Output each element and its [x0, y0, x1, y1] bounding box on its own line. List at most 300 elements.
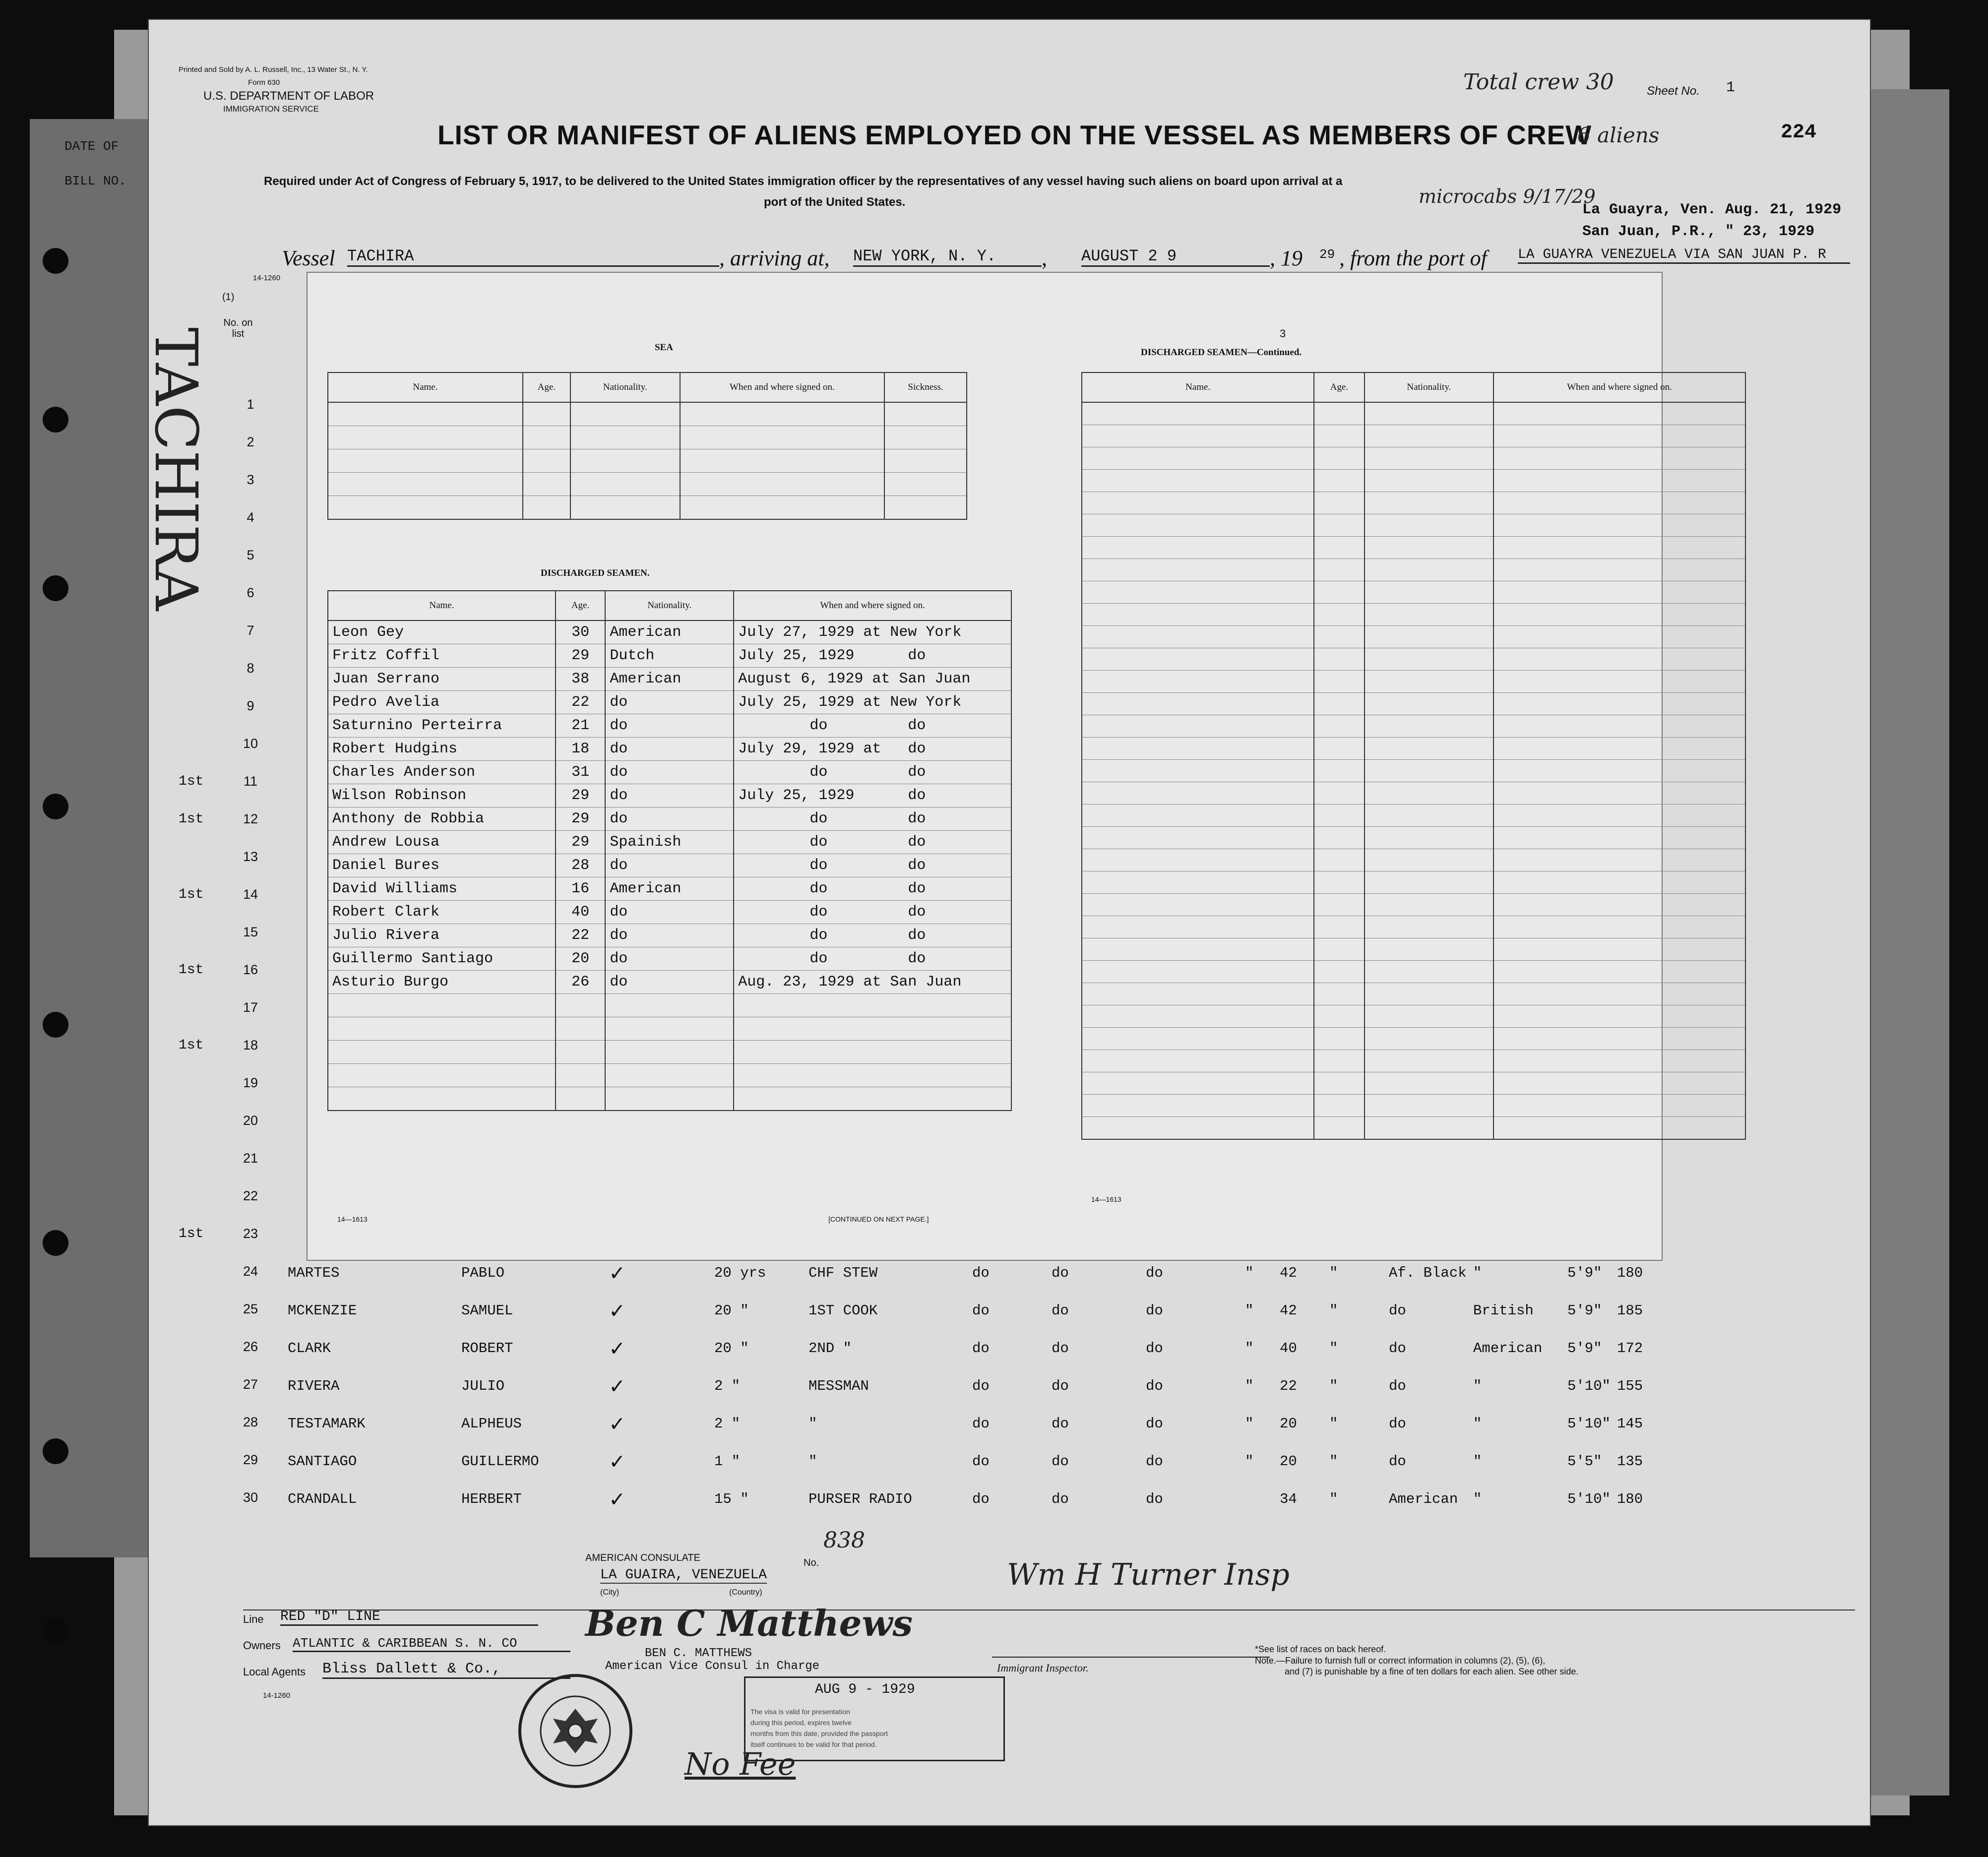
- crew-height: 5'5": [1567, 1453, 1602, 1470]
- crew-position: CHF STEW: [808, 1265, 878, 1281]
- crew-c3: do: [1146, 1302, 1163, 1319]
- cell-signed: do do: [734, 877, 1011, 901]
- continued-row: [1082, 537, 1745, 559]
- crew-race: American: [1389, 1491, 1458, 1507]
- cell-name: Wilson Robinson: [328, 784, 556, 807]
- crew-q: ": [1245, 1378, 1254, 1394]
- cell-name: Pedro Avelia: [328, 691, 556, 714]
- crew-given: JULIO: [461, 1378, 505, 1394]
- cell-nationality: American: [605, 620, 734, 644]
- fine-note-2: and (7) is punishable by a fine of ten dollars for each alien. See other side.: [1285, 1667, 1579, 1676]
- crew-q2: ": [1329, 1416, 1338, 1432]
- cell-age: 29: [556, 807, 606, 831]
- crew-age: 40: [1280, 1340, 1297, 1357]
- continued-row: [1082, 693, 1745, 715]
- col-nationality: Nationality.: [605, 591, 734, 620]
- crew-weight: 135: [1617, 1453, 1643, 1470]
- crew-c3: do: [1146, 1340, 1163, 1357]
- consulate-stamp-title: AMERICAN CONSULATE: [585, 1552, 700, 1563]
- cell-signed: [734, 1017, 1011, 1041]
- cell-nationality: do: [605, 714, 734, 738]
- cell-age: 26: [556, 971, 606, 994]
- cell-nationality: [605, 994, 734, 1017]
- crew-c3: do: [1146, 1453, 1163, 1470]
- cell-name: David Williams: [328, 877, 556, 901]
- crew-c2: do: [1052, 1340, 1069, 1357]
- hand-microcab-note: microcabs 9/17/29: [1419, 186, 1596, 207]
- year-value: 29: [1319, 247, 1335, 262]
- check-mark-icon: ✓: [610, 1487, 624, 1513]
- cell-name: Andrew Lousa: [328, 831, 556, 854]
- discharged-row: [328, 668, 1011, 691]
- continued-row: [1082, 849, 1745, 871]
- cell-signed: [734, 1064, 1011, 1087]
- cell-name: Charles Anderson: [328, 761, 556, 784]
- continued-row: [1082, 1005, 1745, 1028]
- hand-aliens: 6 aliens: [1577, 123, 1660, 147]
- cell-signed: [734, 994, 1011, 1017]
- no-fee-note: No Fee: [684, 1746, 796, 1782]
- cell-signed: do do: [734, 761, 1011, 784]
- discharged-seamen-insert: [308, 273, 1672, 1260]
- cell-signed: do do: [734, 807, 1011, 831]
- arriving-label: , arriving at,: [719, 246, 830, 270]
- col-nationality: Nationality.: [1365, 372, 1493, 402]
- row-number: 23: [243, 1226, 258, 1241]
- cell-age: [556, 1017, 606, 1041]
- continued-row: [1082, 492, 1745, 514]
- continued-row: [1082, 581, 1745, 604]
- cell-nationality: do: [605, 901, 734, 924]
- crew-height: 5'10": [1567, 1416, 1611, 1432]
- crew-row: [149, 1295, 1786, 1329]
- consul-signature: Ben C Matthews: [585, 1602, 913, 1644]
- row-number: 10: [243, 736, 258, 751]
- cell-age: [556, 1087, 606, 1111]
- cell-signed: July 25, 1929 do: [734, 784, 1011, 807]
- crew-service: 2 ": [714, 1378, 741, 1394]
- continued-row: [1082, 514, 1745, 537]
- cell-nationality: [605, 1041, 734, 1064]
- discharged-row: [328, 994, 1011, 1017]
- continued-row: [1082, 983, 1745, 1005]
- cell-nationality: do: [605, 971, 734, 994]
- row-number: 13: [243, 849, 258, 864]
- crew-q: ": [1245, 1302, 1254, 1319]
- crew-height: 5'9": [1567, 1340, 1602, 1357]
- stamp-text-1: The visa is valid for presentation: [750, 1708, 850, 1716]
- crew-weight: 180: [1617, 1491, 1643, 1507]
- cell-name: Leon Gey: [328, 620, 556, 644]
- hand-total-crew: Total crew 30: [1463, 69, 1614, 95]
- crew-service: 20 ": [714, 1302, 749, 1319]
- cell-nationality: Dutch: [605, 644, 734, 668]
- cell-signed: July 25, 1929 do: [734, 644, 1011, 668]
- owners-label: Owners: [243, 1639, 281, 1652]
- discharged-row: [328, 761, 1011, 784]
- cell-name: Julio Rivera: [328, 924, 556, 947]
- discharged-row: [328, 924, 1011, 947]
- cell-name: Anthony de Robbia: [328, 807, 556, 831]
- row-number: 26: [243, 1339, 258, 1354]
- crew-q: ": [1245, 1453, 1254, 1470]
- port-date-2: San Juan, P.R., " 23, 1929: [1582, 223, 1815, 240]
- col-age: Age.: [523, 372, 570, 402]
- continued-table: [1081, 372, 1746, 1140]
- department-name: U.S. DEPARTMENT OF LABOR: [203, 89, 374, 103]
- margin-date-label: DATE OF: [64, 139, 119, 154]
- crew-nat: ": [1473, 1265, 1482, 1281]
- agents-label: Local Agents: [243, 1666, 306, 1678]
- crew-position: MESSMAN: [808, 1378, 869, 1394]
- cell-signed: July 25, 1929 at New York: [734, 691, 1011, 714]
- punch-hole: [43, 407, 68, 433]
- continued-row: [1082, 827, 1745, 849]
- consulate-no: 838: [823, 1528, 865, 1553]
- cell-nationality: do: [605, 761, 734, 784]
- discharged-table: [327, 590, 1012, 1111]
- cell-nationality: do: [605, 947, 734, 971]
- footer-continued: [CONTINUED ON NEXT PAGE.]: [828, 1215, 929, 1223]
- races-note: *See list of races on back hereof.: [1255, 1644, 1386, 1654]
- punch-hole: [43, 575, 68, 601]
- row-number: 7: [247, 623, 254, 638]
- check-mark-icon: ✓: [610, 1412, 624, 1438]
- row-number: 3: [247, 472, 254, 487]
- crew-service: 20 ": [714, 1340, 749, 1357]
- sea-title: SEA: [655, 342, 673, 353]
- margin-first-mark: 1st: [179, 1226, 204, 1241]
- stamp-text-2: during this period, expires twelve: [750, 1719, 852, 1727]
- row-number: 2: [247, 434, 254, 449]
- crew-q: ": [1245, 1340, 1254, 1357]
- manifest-sheet: [142, 20, 1870, 1825]
- cell-nationality: [605, 1064, 734, 1087]
- agents-value: Bliss Dallett & Co.,: [322, 1661, 570, 1679]
- crew-q2: ": [1329, 1491, 1338, 1507]
- margin-first-mark: 1st: [179, 811, 204, 827]
- crew-q2: ": [1329, 1302, 1338, 1319]
- margin-first-mark: 1st: [179, 887, 204, 902]
- crew-q2: ": [1329, 1340, 1338, 1357]
- crew-surname: MCKENZIE: [288, 1302, 357, 1319]
- crew-c1: do: [972, 1265, 990, 1281]
- continued-row: [1082, 805, 1745, 827]
- crew-age: 34: [1280, 1491, 1297, 1507]
- crew-position: PURSER RADIO: [808, 1491, 912, 1507]
- table-row: [328, 496, 967, 520]
- row-number: 28: [243, 1415, 258, 1429]
- cell-name: Daniel Bures: [328, 854, 556, 877]
- col-name: Name.: [328, 372, 523, 402]
- crew-weight: 185: [1617, 1302, 1643, 1319]
- crew-given: GUILLERMO: [461, 1453, 539, 1470]
- cell-name: Fritz Coffil: [328, 644, 556, 668]
- crew-position: ": [808, 1416, 817, 1432]
- col-name: Name.: [328, 591, 556, 620]
- discharged-title: DISCHARGED SEAMEN.: [541, 568, 650, 578]
- crew-race: do: [1389, 1416, 1406, 1432]
- continued-title: DISCHARGED SEAMEN—Continued.: [1141, 347, 1302, 358]
- discharged-row: [328, 784, 1011, 807]
- discharged-row: [328, 807, 1011, 831]
- discharged-row: [328, 901, 1011, 924]
- cell-name: Juan Serrano: [328, 668, 556, 691]
- discharged-row: [328, 947, 1011, 971]
- vessel-label: Vessel: [282, 246, 335, 270]
- col-signed: When and where signed on.: [1493, 372, 1745, 402]
- comma: ,: [1042, 246, 1047, 270]
- discharged-row: [328, 620, 1011, 644]
- crew-nat: ": [1473, 1378, 1482, 1394]
- footer-code-right: 14—1613: [1091, 1195, 1121, 1203]
- stamp-date: AUG 9 - 1929: [815, 1682, 915, 1697]
- cell-nationality: do: [605, 924, 734, 947]
- crew-surname: SANTIAGO: [288, 1453, 357, 1470]
- consul-name: BEN C. MATTHEWS: [645, 1647, 752, 1660]
- row-number: 21: [243, 1151, 258, 1166]
- cell-age: 38: [556, 668, 606, 691]
- crew-weight: 145: [1617, 1416, 1643, 1432]
- crew-c1: do: [972, 1416, 990, 1432]
- cell-signed: do do: [734, 947, 1011, 971]
- cell-name: [328, 1064, 556, 1087]
- cell-signed: do do: [734, 714, 1011, 738]
- crew-age: 42: [1280, 1265, 1297, 1281]
- crew-service: 1 ": [714, 1453, 741, 1470]
- crew-height: 5'9": [1567, 1302, 1602, 1319]
- consulate-stamp-city: LA GUAIRA, VENEZUELA: [600, 1567, 767, 1583]
- service-name: IMMIGRATION SERVICE: [223, 104, 319, 114]
- continued-row: [1082, 470, 1745, 492]
- crew-surname: CLARK: [288, 1340, 331, 1357]
- row-number: 22: [243, 1188, 258, 1203]
- crew-c3: do: [1146, 1491, 1163, 1507]
- discharged-row: [328, 1087, 1011, 1111]
- row-number: 30: [243, 1490, 258, 1505]
- cell-signed: Aug. 23, 1929 at San Juan: [734, 971, 1011, 994]
- table-row: [328, 449, 967, 473]
- crew-surname: TESTAMARK: [288, 1416, 366, 1432]
- continued-row: [1082, 447, 1745, 470]
- cell-name: Asturio Burgo: [328, 971, 556, 994]
- row-number: 8: [247, 661, 254, 676]
- crew-age: 20: [1280, 1416, 1297, 1432]
- crew-c1: do: [972, 1302, 990, 1319]
- crew-weight: 172: [1617, 1340, 1643, 1357]
- binder-sleeve: [30, 119, 159, 1557]
- vessel-name: TACHIRA: [347, 247, 719, 267]
- cell-age: 28: [556, 854, 606, 877]
- continued-row: [1082, 648, 1745, 671]
- continued-row: [1082, 1072, 1745, 1095]
- crew-given: ALPHEUS: [461, 1416, 522, 1432]
- crew-given: ROBERT: [461, 1340, 513, 1357]
- crew-race: do: [1389, 1340, 1406, 1357]
- col-nationality: Nationality.: [570, 372, 680, 402]
- inspector-signature: Wm H Turner Insp: [1007, 1557, 1290, 1592]
- crew-service: 2 ": [714, 1416, 741, 1432]
- consulate-city-label: (City): [600, 1588, 620, 1597]
- cell-age: [556, 1041, 606, 1064]
- continued-row: [1082, 671, 1745, 693]
- sheet-number: 1: [1726, 79, 1736, 96]
- cell-age: [556, 1064, 606, 1087]
- continued-row: [1082, 425, 1745, 447]
- margin-first-mark: 1st: [179, 1038, 204, 1053]
- cell-signed: do do: [734, 854, 1011, 877]
- cell-nationality: American: [605, 877, 734, 901]
- crew-q2: ": [1329, 1453, 1338, 1470]
- continued-row: [1082, 782, 1745, 805]
- row-number: 24: [243, 1264, 258, 1279]
- col-name: Name.: [1082, 372, 1314, 402]
- cell-signed: July 29, 1929 at do: [734, 738, 1011, 761]
- crew-row: [149, 1370, 1786, 1405]
- cell-age: 20: [556, 947, 606, 971]
- crew-race: Af. Black: [1389, 1265, 1467, 1281]
- col-age: Age.: [556, 591, 606, 620]
- discharged-row: [328, 1064, 1011, 1087]
- crew-q2: ": [1329, 1265, 1338, 1281]
- crew-given: HERBERT: [461, 1491, 522, 1507]
- crew-row: [149, 1257, 1786, 1292]
- continued-row: [1082, 604, 1745, 626]
- form-number: Form 630: [248, 78, 280, 87]
- crew-q: ": [1245, 1265, 1254, 1281]
- col-signed: When and where signed on.: [734, 591, 1011, 620]
- cell-name: Guillermo Santiago: [328, 947, 556, 971]
- continued-row: [1082, 559, 1745, 581]
- continued-row: [1082, 938, 1745, 961]
- row-number: 27: [243, 1377, 258, 1392]
- check-mark-icon: ✓: [610, 1374, 624, 1400]
- cell-age: 18: [556, 738, 606, 761]
- discharged-row: [328, 1041, 1011, 1064]
- row-number: 19: [243, 1075, 258, 1090]
- consulate-seal: [516, 1671, 635, 1791]
- crew-nat: British: [1473, 1302, 1534, 1319]
- cell-nationality: Spainish: [605, 831, 734, 854]
- row-number: 15: [243, 925, 258, 939]
- punch-hole: [43, 1230, 68, 1256]
- arrival-date: AUGUST 2 9: [1081, 247, 1270, 267]
- crew-row: [149, 1445, 1786, 1480]
- required-text-1: Required under Act of Congress of February 5, 1917, to be delivered to the United States immigration officer by the representatives of any vessel having such aliens on board upon arrival at a: [264, 175, 1343, 188]
- crew-c3: do: [1146, 1378, 1163, 1394]
- cell-nationality: do: [605, 691, 734, 714]
- crew-c1: do: [972, 1340, 990, 1357]
- crew-q2: ": [1329, 1378, 1338, 1394]
- cell-nationality: American: [605, 668, 734, 691]
- page-number-3: 3: [1280, 327, 1286, 340]
- row-number: 16: [243, 962, 258, 977]
- crew-surname: RIVERA: [288, 1378, 340, 1394]
- continued-row: [1082, 760, 1745, 782]
- row-number: 17: [243, 1000, 258, 1015]
- discharged-row: [328, 971, 1011, 994]
- cell-nationality: [605, 1087, 734, 1111]
- check-mark-icon: ✓: [610, 1261, 624, 1287]
- cell-signed: July 27, 1929 at New York: [734, 620, 1011, 644]
- cell-name: [328, 994, 556, 1017]
- discharged-row: [328, 714, 1011, 738]
- table-row: [328, 402, 967, 426]
- discharged-row: [328, 831, 1011, 854]
- crew-age: 20: [1280, 1453, 1297, 1470]
- row-number: 29: [243, 1452, 258, 1467]
- crew-position: ": [808, 1453, 817, 1470]
- cell-nationality: [605, 1017, 734, 1041]
- crew-age: 22: [1280, 1378, 1297, 1394]
- crew-race: do: [1389, 1302, 1406, 1319]
- cell-nationality: do: [605, 807, 734, 831]
- punch-hole: [43, 794, 68, 819]
- consulate-no-label: No.: [804, 1557, 819, 1568]
- no-on-list-label: No. on list: [223, 317, 253, 339]
- continued-row: [1082, 916, 1745, 938]
- consul-title: American Vice Consul in Charge: [605, 1660, 820, 1673]
- continued-row: [1082, 738, 1745, 760]
- row-number: 6: [247, 585, 254, 600]
- crew-row: [149, 1332, 1786, 1367]
- continued-row: [1082, 1028, 1745, 1050]
- crew-given: SAMUEL: [461, 1302, 513, 1319]
- punch-hole: [43, 248, 68, 274]
- col-signed: When and where signed on.: [680, 372, 885, 402]
- owners-value: ATLANTIC & CARIBBEAN S. N. CO: [293, 1636, 570, 1652]
- crew-c2: do: [1052, 1491, 1069, 1507]
- cell-age: 29: [556, 644, 606, 668]
- fine-note-1: Note.—Failure to furnish full or correct information in columns (2), (5), (6),: [1255, 1656, 1546, 1666]
- cell-age: 21: [556, 714, 606, 738]
- crew-nat: ": [1473, 1491, 1482, 1507]
- form-code-top: 14-1260: [253, 274, 281, 282]
- stamp-text-4: itself continues to be valid for that period.: [750, 1740, 877, 1748]
- crew-weight: 155: [1617, 1378, 1643, 1394]
- discharged-row: [328, 854, 1011, 877]
- manifest-title: LIST OR MANIFEST OF ALIENS EMPLOYED ON THE VESSEL AS MEMBERS OF CREW: [437, 120, 1592, 150]
- required-text-2: port of the United States.: [764, 195, 906, 209]
- crew-nat: ": [1473, 1416, 1482, 1432]
- cell-signed: [734, 1041, 1011, 1064]
- punch-hole: [43, 1012, 68, 1038]
- cell-name: [328, 1017, 556, 1041]
- crew-c2: do: [1052, 1378, 1069, 1394]
- check-mark-icon: ✓: [610, 1299, 624, 1325]
- margin-bill-label: BILL NO.: [64, 174, 126, 188]
- cell-nationality: do: [605, 738, 734, 761]
- cell-signed: [734, 1087, 1011, 1111]
- col-sickness: Sickness.: [884, 372, 967, 402]
- crew-height: 5'10": [1567, 1378, 1611, 1394]
- discharged-row: [328, 1017, 1011, 1041]
- crew-surname: MARTES: [288, 1265, 340, 1281]
- footer-code-left: 14—1613: [337, 1215, 368, 1223]
- cell-age: 40: [556, 901, 606, 924]
- col-age: Age.: [1314, 372, 1364, 402]
- crew-c1: do: [972, 1378, 990, 1394]
- row-number: 9: [247, 698, 254, 713]
- cell-age: 29: [556, 831, 606, 854]
- row-number: 12: [243, 811, 258, 826]
- crew-position: 2ND ": [808, 1340, 852, 1357]
- sheet-label: Sheet No.: [1647, 84, 1700, 98]
- line-value: RED "D" LINE: [280, 1609, 538, 1626]
- year-label: , 19: [1270, 246, 1303, 270]
- cell-name: [328, 1087, 556, 1111]
- cell-age: 22: [556, 924, 606, 947]
